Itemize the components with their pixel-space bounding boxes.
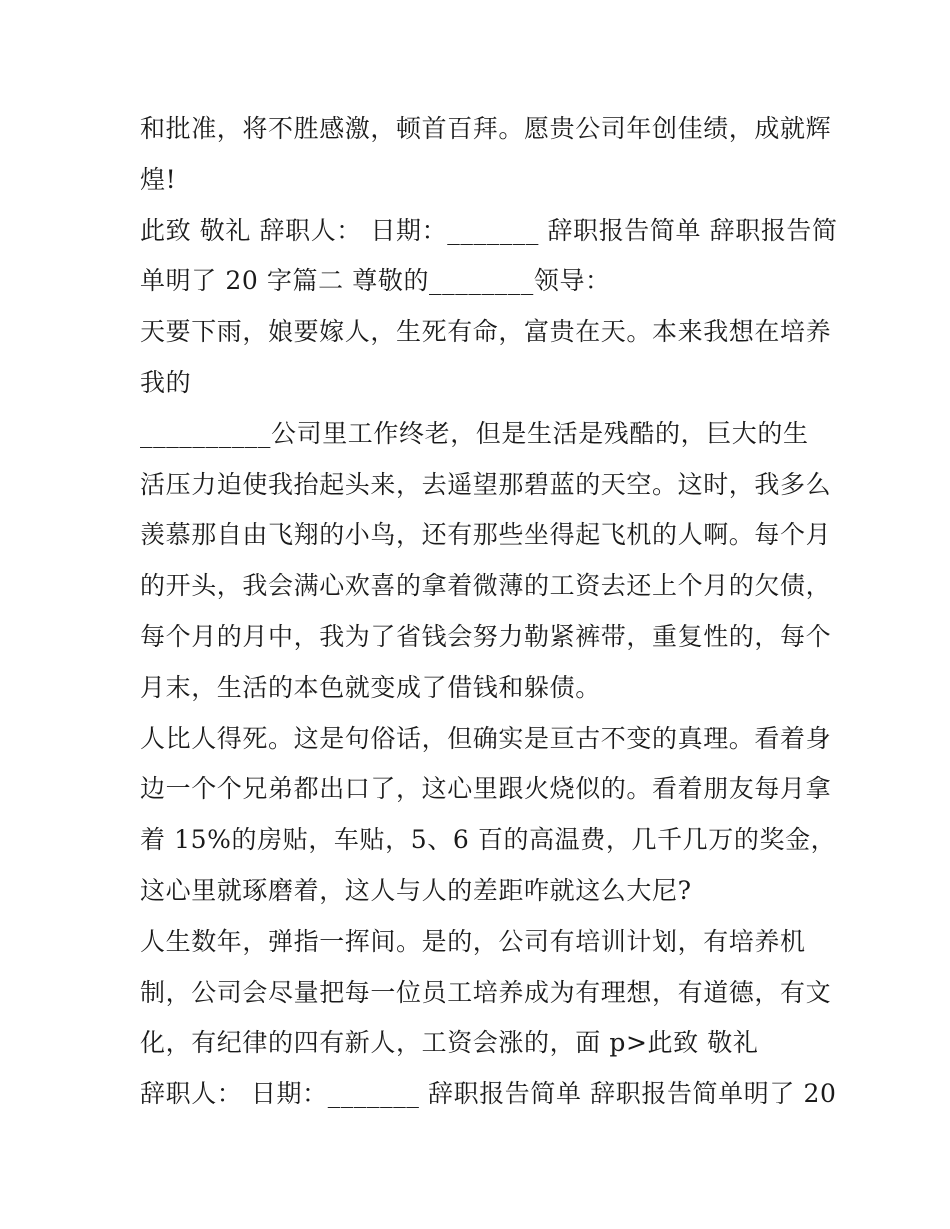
document-body bbox=[140, 104, 838, 1120]
text-line: 人比人得死。这是句俗话，但确实是亘古不变的真理。看着身 bbox=[140, 723, 832, 753]
text-line: 边一个个兄弟都出口了，这心里跟火烧似的。看着朋友每月拿 bbox=[140, 774, 832, 804]
text-line: 和批准，将不胜感激，顿首百拜。愿贵公司年创佳绩，成就辉 bbox=[140, 114, 832, 143]
text-line: 煌! bbox=[140, 164, 177, 194]
text-line: 单明了 20 字篇二 尊敬的________领导： bbox=[140, 266, 611, 296]
text-line: 这心里就琢磨着，这人与人的差距咋就这么大尼? bbox=[140, 875, 692, 905]
text-line: 着 15%的房贴，车贴，5、6 百的高温费，几千几万的奖金， bbox=[140, 825, 837, 855]
text-line: 我的 bbox=[140, 367, 192, 397]
text-line: 每个月的月中，我为了省钱会努力勒紧裤带，重复性的，每个 bbox=[140, 621, 832, 651]
text-line: 制，公司会尽量把每一位员工培养成为有理想，有道德，有文 bbox=[140, 977, 832, 1007]
text-line: __________公司里工作终老，但是生活是残酷的，巨大的生 bbox=[140, 418, 809, 448]
text-line: 天要下雨，娘要嫁人，生死有命，富贵在天。本来我想在培养 bbox=[140, 317, 832, 347]
text-line: 人生数年，弹指一挥间。是的，公司有培训计划，有培养机 bbox=[140, 926, 806, 956]
text-line: 活压力迫使我抬起头来，去遥望那碧蓝的天空。这时，我多么 bbox=[140, 469, 832, 499]
text-line: 的开头，我会满心欢喜的拿着微薄的工资去还上个月的欠债， bbox=[140, 571, 832, 601]
text-line: 此致 敬礼 辞职人： 日期：_______ 辞职报告简单 辞职报告简 bbox=[140, 215, 838, 245]
text-line: 辞职人： 日期：_______ 辞职报告简单 辞职报告简单明了 20 bbox=[140, 1079, 837, 1109]
text-line: 羡慕那自由飞翔的小鸟，还有那些坐得起飞机的人啊。每个月 bbox=[140, 520, 832, 550]
text-line: 月末，生活的本色就变成了借钱和躲债。 bbox=[140, 672, 601, 702]
text-line: 化，有纪律的四有新人，工资会涨的，面 p>此致 敬礼 bbox=[140, 1028, 759, 1058]
